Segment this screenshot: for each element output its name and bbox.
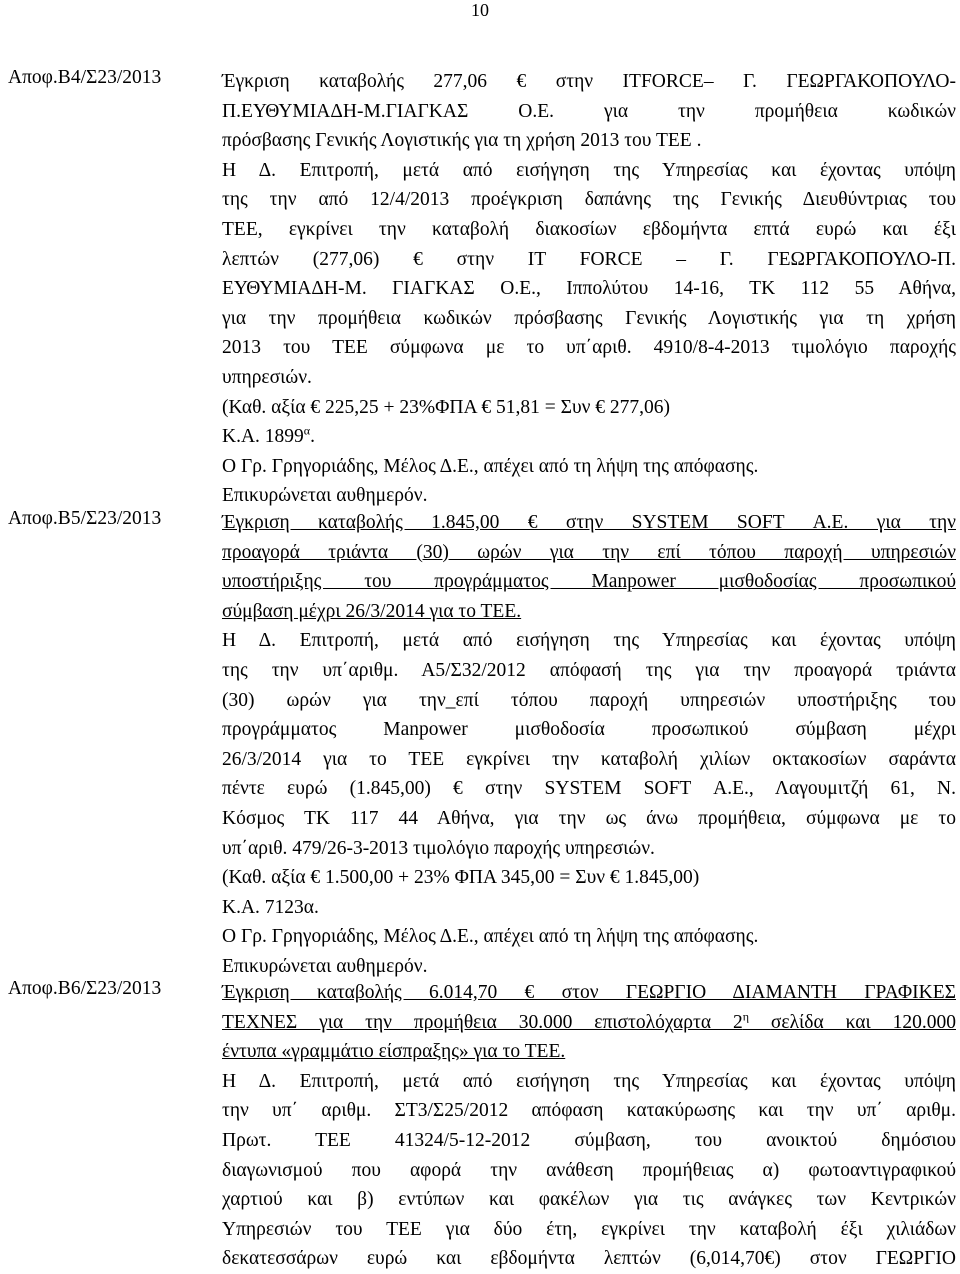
decision-title-tail: έντυπα «γραμμάτιο είσπραξης» για το ΤΕΕ. [222, 1041, 566, 1063]
body-line: προγράμματος Manpower μισθοδοσία προσωπικού σύμβαση μέχρι [222, 719, 956, 741]
decision-body [222, 978, 956, 1274]
body-line: πέντε ευρώ (1.845,00) € στην SYSTEM SOFT Α.Ε., Λαγουμιτζή 61, Ν. [222, 778, 956, 800]
title-part: σελίδα και 120.000 [770, 1011, 956, 1033]
body-line: δεκατεσσάρων ευρώ και εβδομήντα λεπτών (6,014,70€) στον ΓΕΩΡΓΙΟ [222, 1248, 956, 1270]
budget-code-line [222, 422, 956, 452]
decision-title-line [222, 1008, 956, 1038]
decision-title-line: Έγκριση καταβολής 6.014,70 € στον ΓΕΩΡΓΙΟ ΔΙΑΜΑΝΤΗ ΓΡΑΦΙΚΕΣ [222, 982, 956, 1003]
decision-reference: Αποφ.Β5/Σ23/2013 [8, 508, 162, 529]
decision-body [222, 67, 956, 511]
decision-title-line: Έγκριση καταβολής 277,06 € στην ITFORCE– Γ. ΓΕΩΡΓΑΚΟΠΟΥΛΟ- [222, 71, 956, 92]
body-line: υπ΄αριθ. 479/26-3-2013 τιμολόγιο παροχής υπηρεσιών. [222, 837, 655, 859]
decision-reference: Αποφ.Β6/Σ23/2013 [8, 978, 162, 999]
body-line: ΕΥΘΥΜΙΑΔΗ-Μ. ΓΙΑΓΚΑΣ Ο.Ε., Ιππολύτου 14-16, ΤΚ 112 55 Αθήνα, [222, 278, 956, 300]
body-line: Υπηρεσιών του ΤΕΕ για δύο έτη, εγκρίνει την καταβολή έξι χιλιάδων [222, 1218, 956, 1240]
body-line: 2013 του ΤΕΕ σύμφωνα με το υπ΄αριθ. 4910/8-4-2013 τιμολόγιο παροχής [222, 337, 956, 359]
abstention-line: Ο Γρ. Γρηγοριάδης, Μέλος Δ.Ε., απέχει από τη λήψη της απόφασης. [222, 926, 759, 948]
budget-code: Κ.Α. 1899 [222, 426, 304, 448]
decision-title-line: πρόσβασης Γενικής Λογιστικής για τη χρήση 2013 του ΤΕΕ . [222, 130, 702, 152]
body-line: για την προμήθεια κωδικών πρόσβασης Γενικής Λογιστικής για τη χρήση [222, 307, 956, 329]
decision-title-line [222, 597, 956, 627]
body-line: 26/3/2014 για το ΤΕΕ εγκρίνει την καταβολή χιλίων οκτακοσίων σαράντα [222, 748, 956, 770]
body-line: Η Δ. Επιτροπή, μετά από εισήγηση της Υπηρεσίας και έχοντας υπόψη [222, 159, 956, 181]
decision-title-line: προαγορά τριάντα (30) ωρών για την επί τόπου παροχή υπηρεσιών [222, 541, 956, 563]
body-line: ΤΕΕ, εγκρίνει την καταβολή διακοσίων εβδομήντα επτά ευρώ και έξι [222, 218, 956, 240]
decision-title-tail: σύμβαση μέχρι 26/3/2014 για το ΤΕΕ. [222, 600, 522, 622]
body-line: Η Δ. Επιτροπή, μετά από εισήγηση της Υπηρεσίας και έχοντας υπόψη [222, 1070, 956, 1092]
budget-code-superscript: α [303, 423, 311, 438]
decision-body [222, 508, 956, 982]
superscript: η [742, 1009, 749, 1024]
title-part: ΤΕΧΝΕΣ για την προμήθεια 30.000 επιστολόχαρτα 2 [222, 1011, 743, 1033]
decision-title-line [222, 1037, 956, 1067]
body-line: χαρτιού και β) εντύπων και φακέλων για τις ανάγκες των Κεντρικών [222, 1189, 956, 1211]
decision-title-line: Π.ΕΥΘΥΜΙΑΔΗ-Μ.ΓΙΑΓΚΑΣ Ο.Ε. για την προμήθεια κωδικών [222, 100, 956, 122]
budget-code-line: Κ.Α. 7123α. [222, 896, 319, 918]
body-line: Κόσμος ΤΚ 117 44 Αθήνα, για την ως άνω προμήθεια, σύμφωνα με το [222, 807, 956, 829]
body-line: Η Δ. Επιτροπή, μετά από εισήγηση της Υπηρεσίας και έχοντας υπόψη [222, 630, 956, 652]
decision-reference: Αποφ.Β4/Σ23/2013 [8, 67, 162, 88]
budget-code-tail: . [310, 426, 315, 448]
abstention-line: Ο Γρ. Γρηγοριάδης, Μέλος Δ.Ε., απέχει από τη λήψη της απόφασης. [222, 455, 759, 477]
ratification-line: Επικυρώνεται αυθημερόν. [222, 485, 428, 507]
amount-line: (Καθ. αξία € 225,25 + 23%ΦΠΑ € 51,81 = Συν € 277,06) [222, 396, 671, 418]
body-line: Πρωτ. ΤΕΕ 41324/5-12-2012 σύμβαση, του ανοικτού δημόσιου [222, 1129, 956, 1151]
body-line: διαγωνισμού που αφορά την ανάθεση προμήθειας α) φωτοαντιγραφικού [222, 1159, 956, 1181]
page-number: 10 [471, 0, 489, 20]
amount-line: (Καθ. αξία € 1.500,00 + 23% ΦΠΑ 345,00 = Συν € 1.845,00) [222, 867, 700, 889]
body-line: την υπ΄ αριθμ. ΣΤ3/Σ25/2012 απόφαση κατακύρωσης και την υπ΄ αριθμ. [222, 1100, 956, 1122]
body-line: υπηρεσιών. [222, 366, 312, 388]
body-line: λεπτών (277,06) € στην IT FORCE – Γ. ΓΕΩΡΓΑΚΟΠΟΥΛΟ-Π. [222, 248, 956, 270]
decision-title-line: υποστήριξης του προγράμματος Manpower μισθοδοσίας προσωπικού [222, 571, 956, 593]
body-line: της την υπ΄αριθμ. Α5/Σ32/2012 απόφασή της για την προαγορά τριάντα [222, 659, 956, 681]
decision-title-line: Έγκριση καταβολής 1.845,00 € στην SYSTEM SOFT Α.Ε. για την [222, 512, 956, 533]
body-line: (30) ωρών για την_επί τόπου παροχή υπηρεσιών υποστήριξης του [222, 689, 956, 711]
ratification-line: Επικυρώνεται αυθημερόν. [222, 955, 428, 977]
body-line: της την από 12/4/2013 προέγκριση δαπάνης της Γενικής Διευθύντριας του [222, 189, 956, 211]
